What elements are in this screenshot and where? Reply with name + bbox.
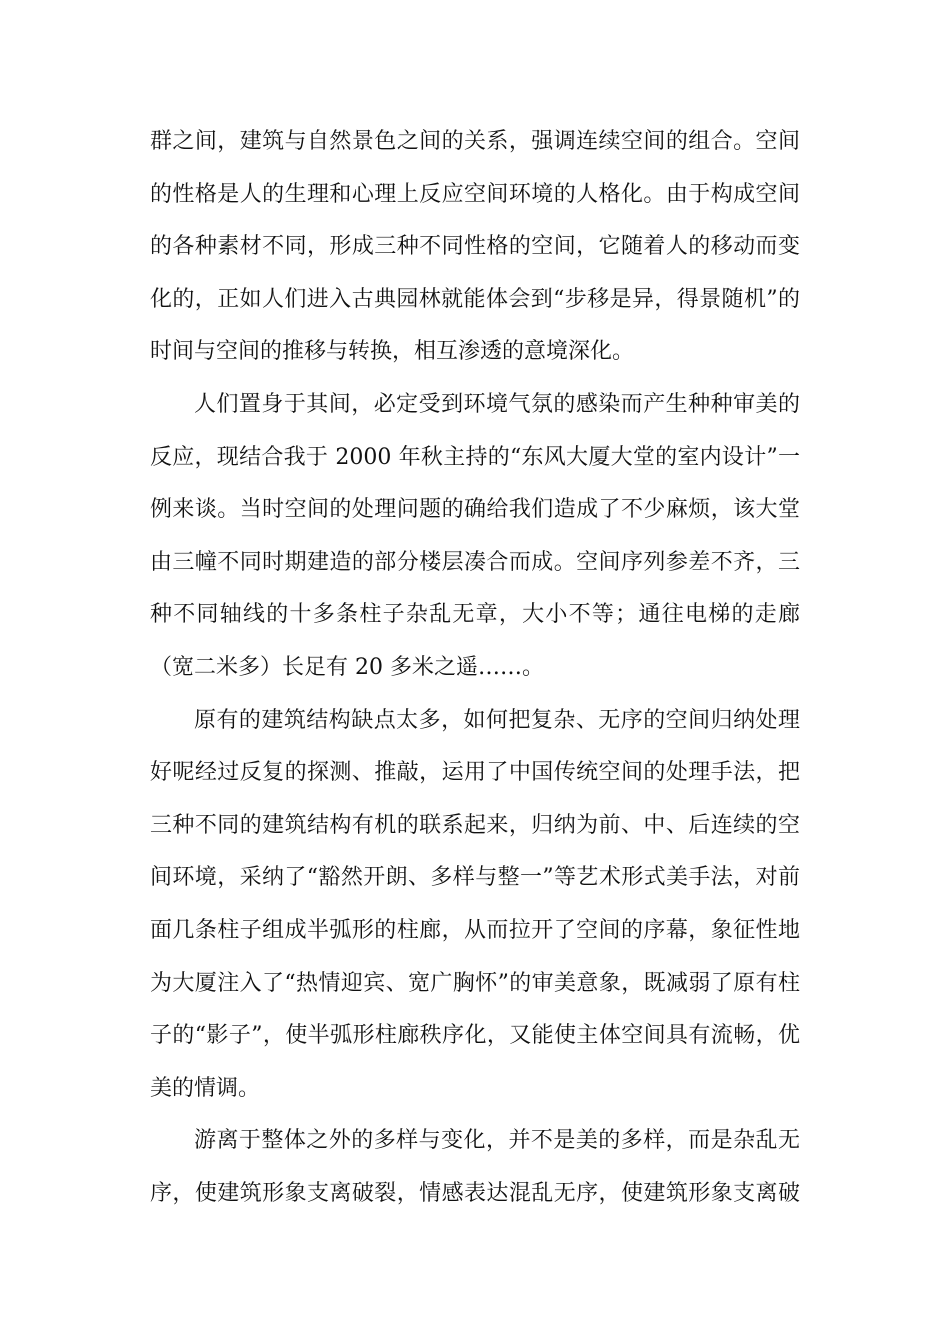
text-line: 时间与空间的推移与转换，相互渗透的意境深化。 xyxy=(150,339,635,365)
text-line: 间环境，采纳了“豁然开朗、多样与整一”等艺术形式美手法，对前 xyxy=(150,865,800,891)
text-line: 子的“影子”，使半弧形柱廊秩序化，又能使主体空间具有流畅，优 xyxy=(150,1023,800,1049)
text-line: 原有的建筑结构缺点太多，如何把复杂、无序的空间归纳处理 xyxy=(194,707,800,733)
text-line: 的各种素材不同，形成三种不同性格的空间，它随着人的移动而变 xyxy=(150,234,800,260)
text-line: 面几条柱子组成半弧形的柱廊，从而拉开了空间的序幕，象征性地 xyxy=(150,917,800,943)
text-line: 为大厦注入了“热情迎宾、宽广胸怀”的审美意象，既减弱了原有柱 xyxy=(150,970,800,996)
text-line: 种不同轴线的十多条柱子杂乱无章，大小不等；通往电梯的走廊 xyxy=(150,602,800,628)
text-line: 序，使建筑形象支离破裂，情感表达混乱无序，使建筑形象支离破 xyxy=(150,1180,800,1206)
text-line: 人们置身于其间，必定受到环境气氛的感染而产生种种审美的 xyxy=(194,391,800,417)
text-line: （宽二米多）长足有 20 多米之遥……。 xyxy=(150,654,544,680)
text-line: 三种不同的建筑结构有机的联系起来，归纳为前、中、后连续的空 xyxy=(150,812,800,838)
text-line: 由三幢不同时期建造的部分楼层凑合而成。空间序列参差不齐，三 xyxy=(150,549,800,575)
text-line: 反应，现结合我于 2000 年秋主持的“东风大厦大堂的室内设计”一 xyxy=(150,444,800,470)
text-line: 游离于整体之外的多样与变化，并不是美的多样，而是杂乱无 xyxy=(194,1128,800,1154)
document-body xyxy=(150,116,800,1220)
paragraph-2 xyxy=(150,379,800,695)
text-line: 好呢经过反复的探测、推敲，运用了中国传统空间的处理手法，把 xyxy=(150,760,800,786)
text-line: 例来谈。当时空间的处理问题的确给我们造成了不少麻烦，该大堂 xyxy=(150,497,800,523)
paragraph-3 xyxy=(150,695,800,1116)
text-line: 化的，正如人们进入古典园林就能体会到“步移是异，得景随机”的 xyxy=(150,286,800,312)
text-line: 美的情调。 xyxy=(150,1075,261,1101)
paragraph-4 xyxy=(150,1115,800,1220)
text-line: 的性格是人的生理和心理上反应空间环境的人格化。由于构成空间 xyxy=(150,181,800,207)
paragraph-1 xyxy=(150,116,800,379)
text-line: 群之间，建筑与自然景色之间的关系，强调连续空间的组合。空间 xyxy=(150,129,800,154)
